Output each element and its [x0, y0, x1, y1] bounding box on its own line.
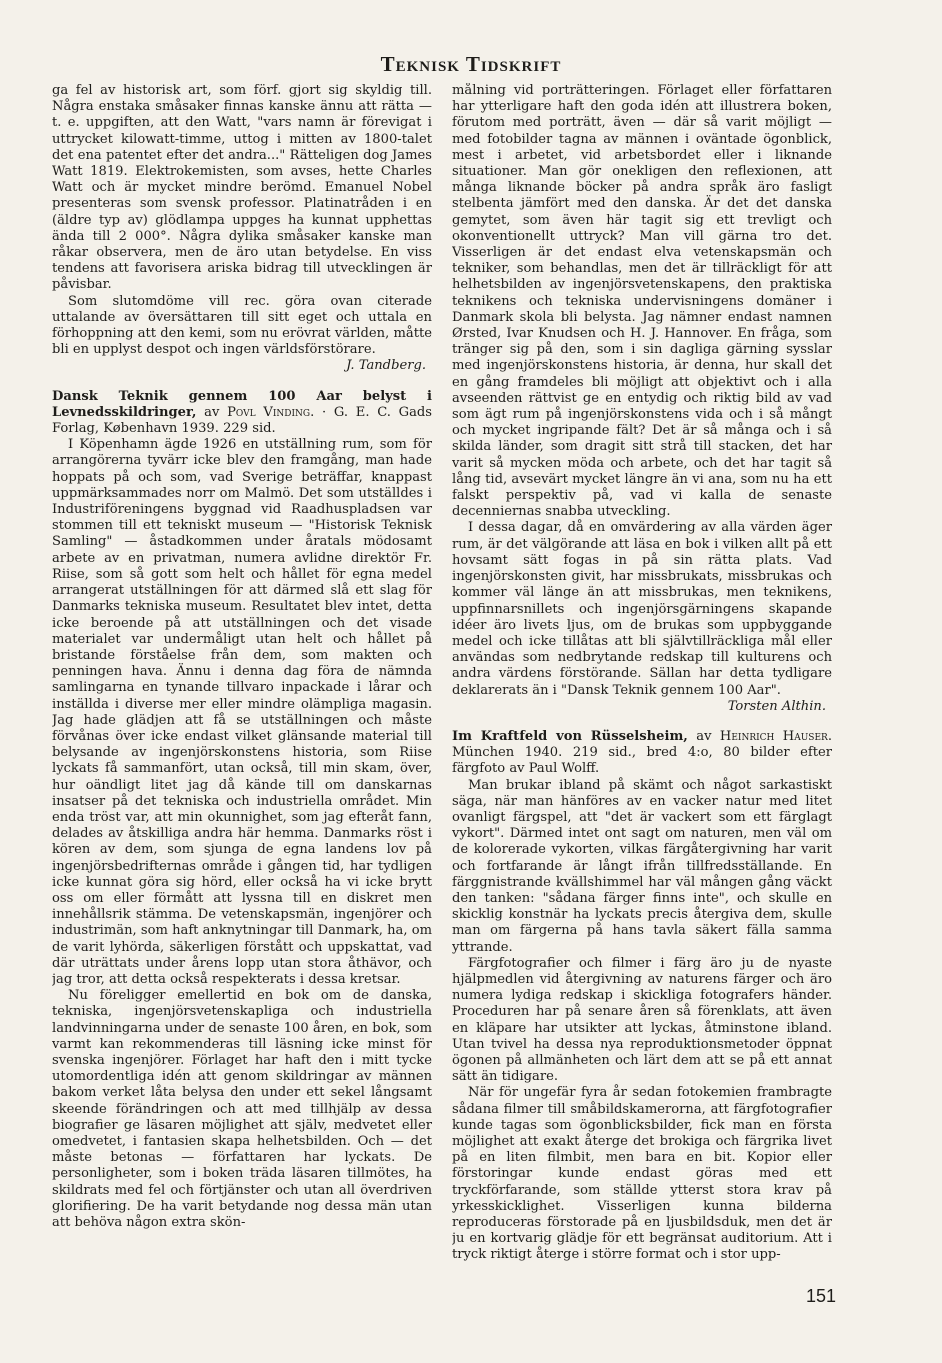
book-title: Im Kraftfeld von Rüsselsheim,: [452, 728, 688, 744]
journal-title: Teknisk Tidskrift: [380, 52, 562, 76]
section-gap: [52, 375, 432, 389]
page-number: 151: [806, 1286, 837, 1306]
author-prefix: av: [687, 728, 720, 744]
author-prefix: av: [196, 404, 228, 420]
reviewer-signature: J. Tandberg.: [346, 358, 426, 374]
paragraph: I Köpenhamn ägde 1926 en utställning rum, som för arrangörerna tyvärr icke blev den framgång, man hade hoppats på och som, vad Sverige beträffar, knappast uppmärksammades norr om Malmö. Det som utställdes i Industriföreningens byggnad vid Raadhuspladsen var stommen till ett tekniskt museum — "Historisk Teknisk Samling" — åstadkommen under åratals mödosamt arbete av en privatman, numera avlidne direktör Fr. Riise, som så gott som helt och hållet för egna medel arrangerat utställningen för att därmed slå ett slag för Danmarks tekniska museum. Resultatet blev intet, detta icke beroende på att utställningen och det visade materialet var undermåligt utan helt och hållet på bristande förståelse från dem, som makten och penningen hava. Ännu i denna dag föra de nämnda samlingarna en tynande tillvaro inpackade i lårar och inställda i diverse mer eller mindre olämpliga magasin. Jag hade glädjen att få se utställningen och måste förvånas över icke endast vilket glänsande material till belysande av ingenjörskonstens historia, som Riise lyckats få sammanfört, utan också, till min skam, över, hur oändligt litet jag då kände till om danskarnas insatser på det tekniska och industriella området. Min enda tröst var, att min okunnighet, som jag efteråt fann, delades av åtskilliga andra här hemma. Danmarks röst i kören av dem, som sjunga de egna landens lov på ingenjörsbedrifternas område i gången tid, har tydligen icke kunnat göra sig hörd, eller också ha vi icke brytt oss om eller förmått att lyssna till en diskret men innehållsrik stämma. De vetenskapsmän, ingenjörer och industrimän, som haft anknytningar till Danmark, ha, om de varit lyhörda, säkerligen förstått och uppskattat, vad där uträttats under årens lopp utan stora åthävor, och jag tror, att detta också respekterats i dessa kretsar.: [52, 437, 432, 987]
review-heading: [52, 389, 432, 438]
paragraph: målning vid porträtteringen. Förlaget eller författaren har ytterligare haft den goda idén att illustrera boken, förutom med porträtt, även — där så varit möjligt — med fotobilder tagna av männen i oväntade ögonblick, mest i arbetet, vid arbetsbordet eller i liknande situationer. Man gör onekligen den reflexionen, att många liknande böcker på andra språk äro fasligt stelbenta jämfört med den danska. Är det det danska gemytet, som även här tagit sig ett trevligt och okonventionellt uttryck? Man vill gärna tro det. Visserligen är det endast elva vetenskapsmän och tekniker, som behandlas, men det är tillräckligt för att helhetsbilden av ingenjörsvetenskapens, den praktiska teknikens och tekniska undervisningens domäner i Danmark skola bli belysta. Jag nämner endast namnen Ørsted, Ivar Knudsen och H. J. Hannover. En fråga, som tränger sig på den, som i sin dagliga gärning sysslar med ingenjörskonstens historia, är denna, hur skall det en gång framdeles bli möjligt att objektivt och i alla avseenden rättvist ge en entydig och riktig bild av vad som ägt rum på ingenjörskonstens vida och i så mångt och mycket ingripande fält? Det är så många och i så skilda länder, som dragit sitt strå till stacken, det har varit så mycken möda och arbete, och det har tagit så lång tid, avsevärt mycket längre än vi ana, som nu ha ett falskt perspektiv på, vad vi kalla de senaste decenniernas snabba utveckling.: [452, 83, 832, 520]
review-heading: [452, 729, 832, 778]
book-author: Povl Vinding: [227, 404, 311, 420]
left-column: [52, 83, 432, 1283]
book-author: Heinrich Hauser: [719, 728, 828, 744]
paragraph: När för ungefär fyra år sedan fotokemien frambragte sådana filmer till småbildskamerorna, att färgfotografier kunde tagas som ögonblicksbilder, fick man en första möjlighet att exakt återge det brokiga och färgrika livet på en liten filmbit, men bara en bit. Kopior eller förstoringar kunde endast göras med ett tryckförfarande, som ställde ytterst stora krav på yrkesskicklighet. Visserligen kunna bilderna reproduceras förstorade på en ljusbildsduk, men det är ju en kortvarig glädje för ett begränsat auditorium. Att i tryck riktigt återge i större format och i stor upp-: [452, 1085, 832, 1263]
section-gap: [452, 715, 832, 729]
paragraph: Färgfotografier och filmer i färg äro ju de nyaste hjälpmedlen vid återgivning av naturens färger och äro numera lydiga redskap i skickliga fotografers händer. Proceduren har på senare åren så förenklats, att även en kläpare har utsikter att lyckas, åtminstone ibland. Utan tvivel ha dessa nya reproduktionsmetoder öppnat ögonen på allmänheten och lärt dem att se på ett annat sätt än tidigare.: [452, 955, 832, 1085]
book-title: Dansk Teknik gennem 100 Aar belyst i Levnedsskildringer,: [52, 388, 432, 420]
paragraph: ga fel av historisk art, som förf. gjort sig skyldig till. Några enstaka småsaker finnas kanske ännu att rätta — t. e. uppgiften, att den Watt, "vars namn är förevigat i uttrycket kilowatt-timme, uttog i mitten av 1800-talet det ena patentet efter det andra..." Rätteligen dog James Watt 1819. Elektrokemisten, som avses, hette Charles Watt och är mycket mindre berömd. Emanuel Nobel presenteras som svensk professor. Platinatråden i en (äldre typ av) glödlampa uppges ha kunnat upphettas ända till 2 000°. Några dylika småsaker kanske man råkar observera, men de äro utan betydelse. En viss tendens att favorisera ariska bidrag till utvecklingen är påvisbar.: [52, 83, 432, 293]
paragraph: Som slutomdöme vill rec. göra ovan citerade uttalande av översättaren till sitt eget och uttala en förhoppning att den kemi, som nu erövrat världen, måtte bli en upplyst despot och ingen världsförstörare.: [52, 293, 432, 358]
right-column: [452, 83, 832, 1283]
paragraph: I dessa dagar, då en omvärdering av alla värden äger rum, är det välgörande att läsa en bok i vilken allt på ett hovsamt sätt fogas in på sin rätta plats. Vad ingenjörskonsten givit, har missbrukats, missbrukas och kommer väl länge än att missbrukas, men teknikens, uppfinnarsnillets och ingenjörsgärningens skapande idéer äro livets ljus, om de brukas som uppbyggande medel och icke tillåtas att bli självtillräckliga mål eller användas som nedbrytande redskap till kulturens och andra värdens förstörande. Sällan har detta tydligare deklarerats än i "Dansk Teknik gennem 100 Aar".: [452, 520, 832, 698]
paragraph: Nu föreligger emellertid en bok om de danska, tekniska, ingenjörsvetenskapliga och industriella landvinningarna under de senaste 100 åren, en bok, som varmt kan rekommenderas till läsning icke minst för svenska ingenjörer. Förlaget har haft den i mitt tycke utomordentliga idén att genom skildringar av männen bakom verket låta belysa den under ett sekel långsamt skeende förändringen och att med tillhjälp av dessa biografier ge läsaren möjlighet att själv, medvetet eller omedvetet, i fantasien skapa helhetsbilden. Och — det måste betonas — författaren har lyckats. De personligheter, som i boken träda läsaren tillmötes, ha skildrats med fel och förtjänster och utan all överdriven glorifiering. De ha varit betydande nog dessa män utan att behöva någon extra skön-: [52, 988, 432, 1231]
book-publisher: . · G. E. C. Gads Forlag, København 1939. 229 sid.: [52, 404, 432, 437]
reviewer-signature: Torsten Althin.: [727, 698, 826, 714]
book-publisher: . München 1940. 219 sid., bred 4:o, 80 bilder efter färgfoto av Paul Wolff.: [452, 728, 832, 777]
paragraph: Man brukar ibland på skämt och något sarkastiskt säga, när man hänföres av en vacker natur med litet ovanligt färgspel, att "det är vackert som ett färglagt vykort". Därmed intet ont sagt om naturen, men väl om de kolorerade vykorten, vilkas färgåtergivning har varit och fortfarande är långt ifrån tillfredsställande. En färggnistrande kvällshimmel har väl mången gång väckt den tanken: "sådana färger finns inte", och skulle en skicklig konstnär ha lyckats precis återgiva dem, skulle man om färgerna på hans tavla säkert fälla samma yttrande.: [452, 777, 832, 955]
